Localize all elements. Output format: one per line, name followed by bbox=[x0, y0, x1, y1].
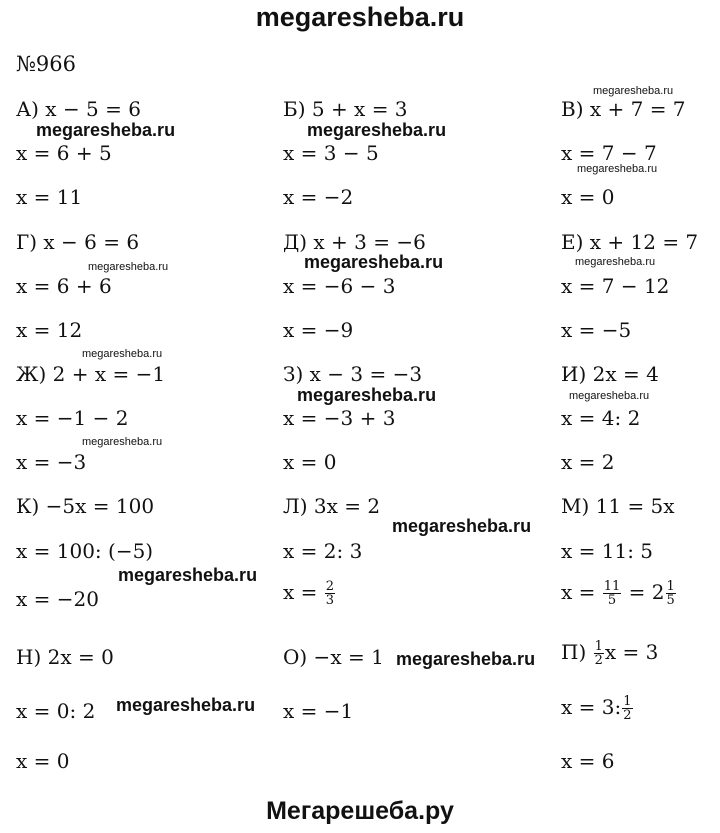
eq-m-line3-prefix: x = bbox=[561, 580, 602, 604]
eq-p-line1 bbox=[561, 640, 658, 667]
eq-zh-line2: x = −1 − 2 bbox=[16, 406, 129, 430]
eq-z-line2: x = −3 + 3 bbox=[283, 406, 396, 430]
eq-i-line2: x = 4: 2 bbox=[561, 406, 641, 430]
eq-p-line3: x = 6 bbox=[561, 749, 615, 773]
fraction bbox=[622, 695, 632, 722]
problem-number: №966 bbox=[16, 52, 76, 76]
eq-g-line3: x = 12 bbox=[16, 318, 83, 342]
eq-i-line1: И) 2x = 4 bbox=[561, 362, 659, 386]
fraction bbox=[603, 580, 622, 607]
eq-a-line3: x = 11 bbox=[16, 185, 83, 209]
eq-i-line3: x = 2 bbox=[561, 450, 615, 474]
eq-e-line2: x = 7 − 12 bbox=[561, 274, 670, 298]
eq-l-line3-prefix: x = bbox=[283, 580, 324, 604]
eq-p-line2 bbox=[561, 695, 634, 722]
watermark: megaresheba.ru bbox=[577, 163, 658, 175]
eq-a-line2: x = 6 + 5 bbox=[16, 141, 112, 165]
eq-p-line1-prefix: П) bbox=[561, 640, 593, 664]
watermark: megaresheba.ru bbox=[82, 436, 163, 448]
eq-n-line1: Н) 2x = 0 bbox=[16, 645, 114, 669]
eq-p-line2-prefix: x = 3: bbox=[561, 695, 622, 719]
eq-a-line1: А) x − 5 = 6 bbox=[16, 97, 141, 121]
eq-p-line1-suffix: x = 3 bbox=[604, 640, 659, 664]
eq-m-line2: x = 11: 5 bbox=[561, 539, 654, 563]
watermark: megaresheba.ru bbox=[396, 649, 536, 669]
eq-z-line3: x = 0 bbox=[283, 450, 337, 474]
eq-z-line1: З) x − 3 = −3 bbox=[283, 362, 423, 386]
eq-l-line3 bbox=[283, 580, 336, 607]
eq-l-line2: x = 2: 3 bbox=[283, 539, 363, 563]
eq-m-line3 bbox=[561, 580, 677, 607]
fraction-denominator: 5 bbox=[607, 593, 617, 608]
fraction-denominator: 3 bbox=[325, 593, 335, 608]
watermark: megaresheba.ru bbox=[82, 348, 163, 360]
eq-m-line3-mid: = 2 bbox=[622, 580, 665, 604]
watermark: megaresheba.ru bbox=[304, 252, 444, 272]
watermark: megaresheba.ru bbox=[118, 565, 258, 585]
eq-v-line3: x = 0 bbox=[561, 185, 615, 209]
watermark: megaresheba.ru bbox=[392, 516, 532, 536]
fraction-denominator: 2 bbox=[623, 708, 632, 723]
eq-k-line2: x = 100: (−5) bbox=[16, 539, 154, 563]
fraction-denominator: 5 bbox=[666, 593, 675, 608]
fraction-numerator: 1 bbox=[623, 694, 632, 709]
eq-d-line3: x = −9 bbox=[283, 318, 354, 342]
watermark: megaresheba.ru bbox=[88, 261, 169, 273]
eq-o-line1: О) −x = 1 bbox=[283, 645, 384, 669]
eq-e-line1: Е) x + 12 = 7 bbox=[561, 230, 699, 254]
eq-k-line3: x = −20 bbox=[16, 587, 99, 611]
eq-g-line1: Г) x − 6 = 6 bbox=[16, 230, 140, 254]
watermark: megaresheba.ru bbox=[36, 120, 176, 140]
fraction-numerator: 1 bbox=[594, 639, 603, 654]
eq-d-line1: Д) x + 3 = −6 bbox=[283, 230, 426, 254]
fraction-denominator: 2 bbox=[594, 653, 603, 668]
site-header: megaresheba.ru bbox=[255, 2, 465, 32]
eq-k-line1: К) −5x = 100 bbox=[16, 494, 155, 518]
fraction bbox=[594, 640, 604, 667]
eq-b-line3: x = −2 bbox=[283, 185, 354, 209]
eq-b-line1: Б) 5 + x = 3 bbox=[283, 97, 408, 121]
eq-g-line2: x = 6 + 6 bbox=[16, 274, 112, 298]
watermark: megaresheba.ru bbox=[297, 385, 437, 405]
watermark: megaresheba.ru bbox=[575, 256, 656, 268]
eq-v-line1: В) x + 7 = 7 bbox=[561, 97, 686, 121]
eq-n-line2: x = 0: 2 bbox=[16, 699, 96, 723]
fraction-numerator: 2 bbox=[325, 579, 335, 594]
eq-o-line2: x = −1 bbox=[283, 699, 354, 723]
watermark: megaresheba.ru bbox=[593, 85, 674, 97]
site-footer: Мегарешеба.ру bbox=[266, 797, 454, 825]
eq-zh-line1: Ж) 2 + x = −1 bbox=[16, 362, 166, 386]
fraction-numerator: 11 bbox=[603, 579, 621, 594]
fraction bbox=[325, 580, 335, 607]
watermark: megaresheba.ru bbox=[116, 695, 256, 715]
fraction-numerator: 1 bbox=[666, 579, 675, 594]
eq-b-line2: x = 3 − 5 bbox=[283, 141, 379, 165]
eq-m-line1: М) 11 = 5x bbox=[561, 494, 675, 518]
eq-d-line2: x = −6 − 3 bbox=[283, 274, 396, 298]
watermark: megaresheba.ru bbox=[569, 390, 650, 402]
eq-e-line3: x = −5 bbox=[561, 318, 632, 342]
eq-n-line3: x = 0 bbox=[16, 749, 70, 773]
fraction bbox=[666, 580, 676, 607]
watermark: megaresheba.ru bbox=[307, 120, 447, 140]
eq-l-line1: Л) 3x = 2 bbox=[283, 494, 381, 518]
eq-v-line2: x = 7 − 7 bbox=[561, 141, 657, 165]
eq-zh-line3: x = −3 bbox=[16, 450, 87, 474]
